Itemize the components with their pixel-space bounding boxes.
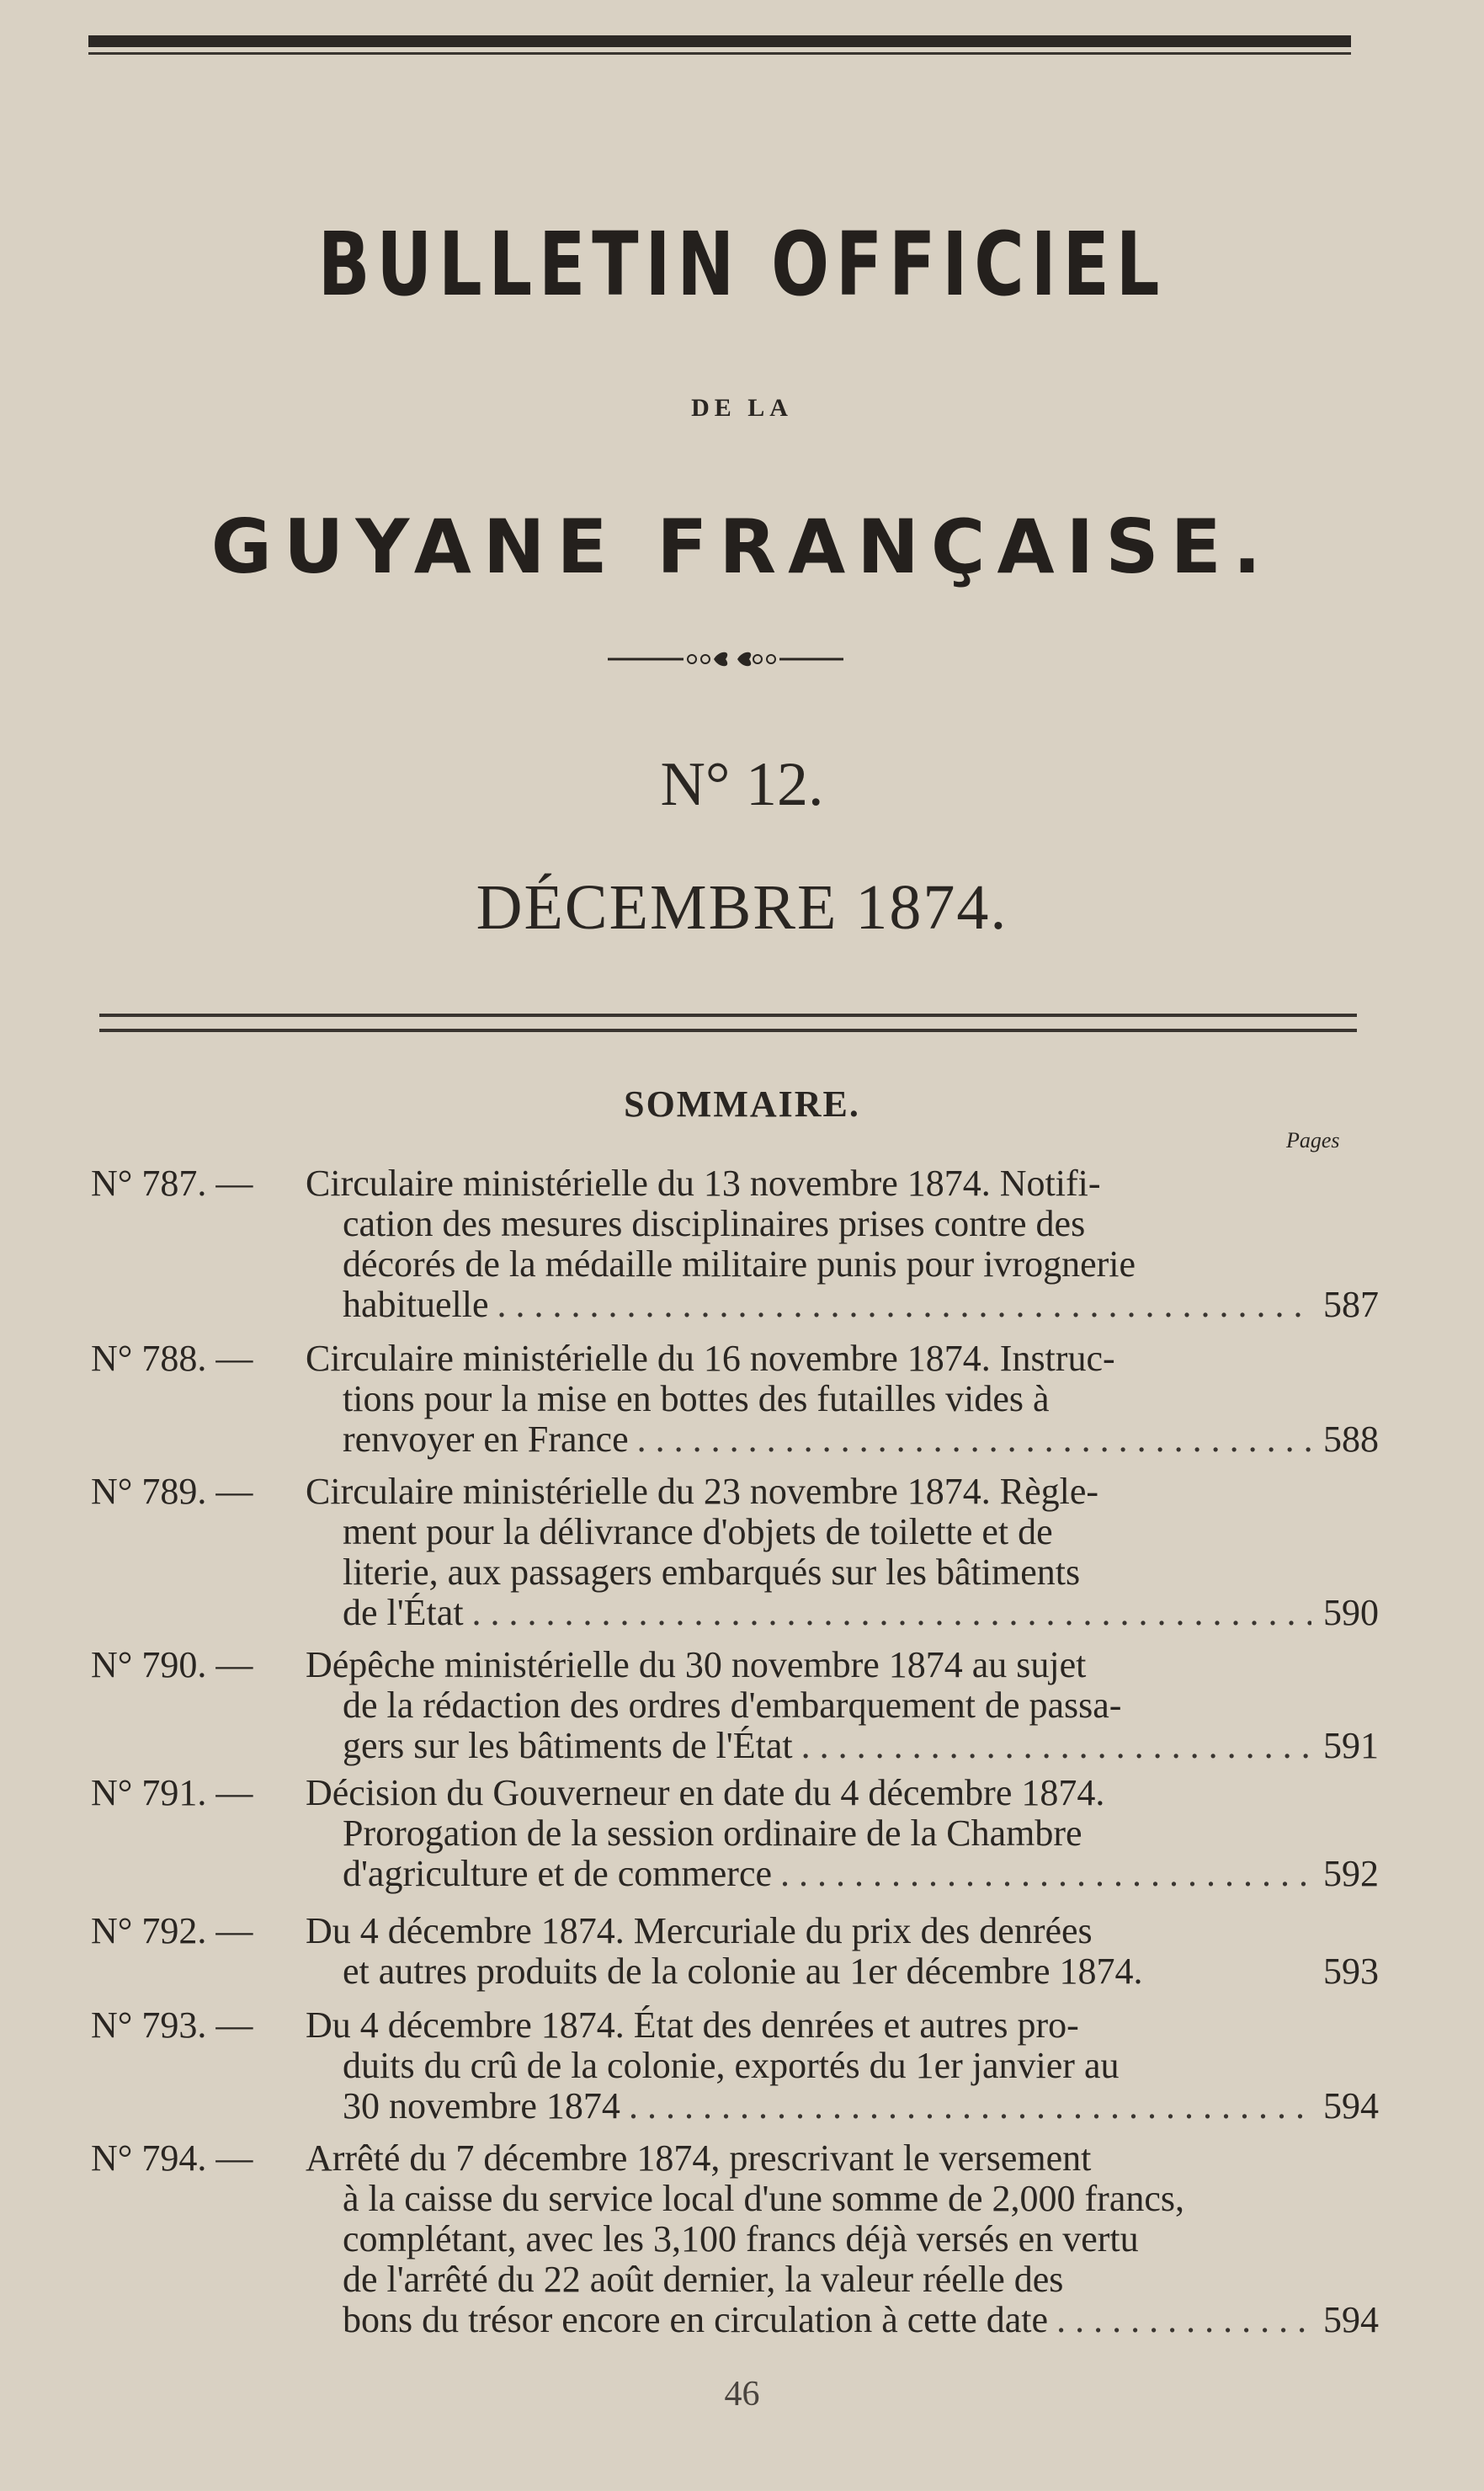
divider-rule (99, 1014, 1357, 1017)
entry-line: Du 4 décembre 1874. Mercuriale du prix des denrées (306, 1910, 1093, 1951)
entry-line: literie, aux passagers embarqués sur les bâtiments (343, 1552, 1081, 1593)
entry-leader-line (306, 1726, 1379, 1766)
entry-leader-line (306, 2086, 1379, 2126)
dot-leader (497, 1285, 1312, 1325)
entry-line: Arrêté du 7 décembre 1874, prescrivant le versement (306, 2137, 1092, 2179)
entry-line: décorés de la médaille militaire punis pour ivrognerie (343, 1243, 1136, 1285)
entry-text (306, 2138, 1379, 2340)
entry-page: 594 (1323, 2085, 1379, 2126)
entry-line: cation des mesures disciplinaires prises contre des (343, 1203, 1086, 1244)
entry-leader-line (306, 1285, 1379, 1325)
entry-line: Décision du Gouverneur en date du 4 décembre 1874. (306, 1772, 1105, 1813)
entry-leader-line (306, 1593, 1379, 1633)
entry-page: 588 (1323, 1418, 1379, 1460)
entry-line: bons du trésor encore en circulation à cette date (343, 2299, 1049, 2340)
dot-leader (472, 1593, 1311, 1633)
entry-line: Circulaire ministérielle du 23 novembre 1874. Règle- (306, 1471, 1099, 1512)
entry-number: N° 794. — (91, 2137, 253, 2179)
top-rule-thin (88, 52, 1351, 55)
entry-line: Circulaire ministérielle du 13 novembre 1874. Notifi- (306, 1163, 1101, 1204)
entry-line: et autres produits de la colonie au 1er décembre 1874. (343, 1951, 1143, 1992)
dot-leader (801, 1726, 1311, 1766)
bulletin-title: BULLETIN OFFICIEL (317, 213, 1167, 316)
entry-text (306, 1339, 1379, 1460)
entry-line: habituelle (343, 1284, 489, 1325)
ornament-divider (608, 647, 843, 672)
entry-number: N° 789. — (91, 1471, 253, 1512)
entry-number: N° 792. — (91, 1910, 253, 1951)
entry-page: 593 (1323, 1951, 1379, 1992)
entry-text (306, 1911, 1379, 1992)
entry-line: gers sur les bâtiments de l'État (343, 1725, 793, 1766)
entry-leader-line (306, 1951, 1379, 1992)
page-number: 46 (724, 2375, 760, 2414)
entry-line: Circulaire ministérielle du 16 novembre 1874. Instruc- (306, 1338, 1115, 1379)
entry-line: Du 4 décembre 1874. État des denrées et autres pro- (306, 2004, 1079, 2046)
entry-page: 587 (1323, 1284, 1379, 1325)
entry-text (306, 1163, 1379, 1325)
entry-page: 590 (1323, 1592, 1379, 1633)
dot-leader (637, 1419, 1311, 1460)
entry-line: à la caisse du service local d'une somme de 2,000 francs, (343, 2178, 1185, 2219)
dot-leader (629, 2086, 1311, 2126)
entry-leader-line (306, 1854, 1379, 1894)
entry-line: Dépêche ministérielle du 30 novembre 1874 au sujet (306, 1644, 1087, 1685)
entry-number: N° 790. — (91, 1644, 253, 1685)
entry-text (306, 2005, 1379, 2126)
entry-line: 30 novembre 1874 (343, 2085, 620, 2126)
entry-leader-line (306, 2300, 1379, 2340)
colony-title: GUYANE FRANÇAISE. (210, 503, 1274, 590)
top-rule (88, 35, 1351, 47)
dot-leader (780, 1854, 1311, 1894)
issue-number: N° 12. (660, 750, 824, 819)
entry-text (306, 1645, 1379, 1766)
entry-line: de la rédaction des ordres d'embarquement de passa- (343, 1685, 1122, 1726)
dot-leader (1056, 2300, 1311, 2340)
entry-page: 591 (1323, 1725, 1379, 1766)
entry-line: de l'arrêté du 22 août dernier, la valeur réelle des (343, 2259, 1064, 2300)
summary-heading: SOMMAIRE. (624, 1083, 860, 1125)
divider-rule (99, 1029, 1357, 1032)
entry-line: tions pour la mise en bottes des futailles vides à (343, 1378, 1050, 1419)
entry-page: 594 (1323, 2299, 1379, 2340)
entry-line: ment pour la délivrance d'objets de toilette et de (343, 1511, 1053, 1552)
bulletin-subtitle: DE LA (691, 394, 793, 422)
entry-page: 592 (1323, 1853, 1379, 1894)
entry-line: Prorogation de la session ordinaire de la Chambre (343, 1812, 1082, 1854)
entry-number: N° 787. — (91, 1163, 253, 1204)
entry-line: d'agriculture et de commerce (343, 1853, 772, 1894)
entry-number: N° 793. — (91, 2004, 253, 2046)
pages-column-label: Pages (1286, 1128, 1340, 1152)
entry-text (306, 1472, 1379, 1633)
entry-line: de l'État (343, 1592, 464, 1633)
entry-line: complétant, avec les 3,100 francs déjà versés en vertu (343, 2218, 1139, 2259)
entry-number: N° 791. — (91, 1772, 253, 1813)
entry-leader-line (306, 1419, 1379, 1460)
entry-text (306, 1773, 1379, 1894)
entry-line: renvoyer en France (343, 1418, 629, 1460)
entry-line: duits du crû de la colonie, exportés du 1er janvier au (343, 2045, 1120, 2086)
issue-month: DÉCEMBRE 1874. (476, 872, 1008, 943)
entry-number: N° 788. — (91, 1338, 253, 1379)
